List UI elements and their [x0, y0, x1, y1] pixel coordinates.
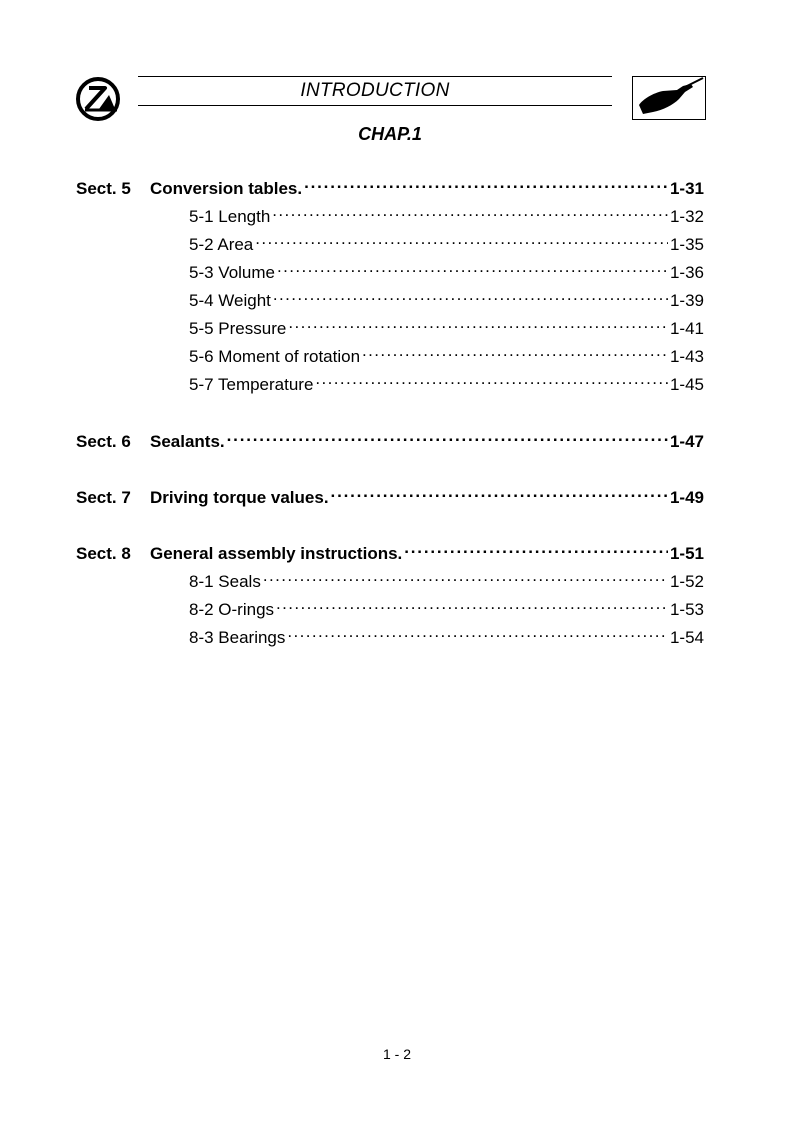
- item-label: 5-1 Length: [189, 207, 271, 226]
- section-page: 1-31: [669, 179, 704, 198]
- section-page: 1-47: [669, 432, 704, 451]
- item-label: 8-1 Seals: [189, 572, 261, 591]
- section-title: Driving torque values.: [150, 488, 329, 507]
- item-page: 1-36: [669, 263, 704, 282]
- dot-leader: [227, 425, 668, 447]
- toc-item[interactable]: [76, 340, 704, 366]
- item-label: 8-3 Bearings: [189, 628, 286, 647]
- section-title: Conversion tables.: [150, 179, 303, 198]
- item-page: 1-32: [669, 207, 704, 226]
- dot-leader: [304, 172, 668, 194]
- item-label: 8-2 O-rings: [189, 600, 275, 619]
- dot-leader: [277, 256, 668, 278]
- dot-leader: [404, 537, 668, 559]
- section-number: Sect. 6: [76, 432, 131, 451]
- item-page: 1-52: [669, 572, 704, 591]
- toc-item[interactable]: [76, 368, 704, 394]
- dot-leader: [273, 284, 668, 306]
- toc-item[interactable]: [76, 565, 704, 591]
- page-title: INTRODUCTION: [300, 80, 450, 101]
- item-label: 5-2 Area: [189, 235, 254, 254]
- dot-leader: [272, 200, 668, 222]
- toc-item[interactable]: [76, 200, 704, 226]
- dot-leader: [331, 481, 668, 503]
- section-number: Sect. 5: [76, 179, 131, 198]
- dot-leader: [288, 312, 668, 334]
- header-rule-top: [138, 76, 612, 77]
- toc-section-7[interactable]: [76, 481, 704, 507]
- dot-leader: [276, 593, 668, 615]
- toc-item[interactable]: [76, 593, 704, 619]
- section-page: 1-49: [669, 488, 704, 507]
- section-title: Sealants.: [150, 432, 225, 451]
- toc-section-5[interactable]: [76, 172, 704, 198]
- item-label: 5-7 Temperature: [189, 375, 314, 394]
- item-page: 1-39: [669, 291, 704, 310]
- section-page: 1-51: [669, 544, 704, 563]
- toc-item[interactable]: [76, 284, 704, 310]
- header-rule-bottom: [138, 105, 612, 106]
- toc-section-6[interactable]: [76, 425, 704, 451]
- brand-logo-icon: [75, 76, 123, 122]
- toc-item[interactable]: [76, 228, 704, 254]
- toc-item[interactable]: [76, 621, 704, 647]
- toc-section-8[interactable]: [76, 537, 704, 563]
- item-page: 1-43: [669, 347, 704, 366]
- dot-leader: [287, 621, 668, 643]
- section-title: General assembly instructions.: [150, 544, 403, 563]
- item-label: 5-4 Weight: [189, 291, 271, 310]
- item-label: 5-3 Volume: [189, 263, 275, 282]
- item-label: 5-5 Pressure: [189, 319, 287, 338]
- item-page: 1-54: [669, 628, 704, 647]
- section-number: Sect. 8: [76, 544, 131, 563]
- page-number: 1 - 2: [382, 1046, 411, 1062]
- dot-leader: [362, 340, 668, 362]
- item-label: 5-6 Moment of rotation: [189, 347, 361, 366]
- item-page: 1-45: [669, 375, 704, 394]
- item-page: 1-41: [669, 319, 704, 338]
- wrench-hand-icon: [632, 76, 706, 120]
- dot-leader: [315, 368, 668, 390]
- item-page: 1-35: [669, 235, 704, 254]
- section-number: Sect. 7: [76, 488, 131, 507]
- chapter-heading: CHAP.1: [358, 124, 422, 144]
- dot-leader: [255, 228, 668, 250]
- dot-leader: [263, 565, 668, 587]
- item-page: 1-53: [669, 600, 704, 619]
- toc-item[interactable]: [76, 312, 704, 338]
- toc-item[interactable]: [76, 256, 704, 282]
